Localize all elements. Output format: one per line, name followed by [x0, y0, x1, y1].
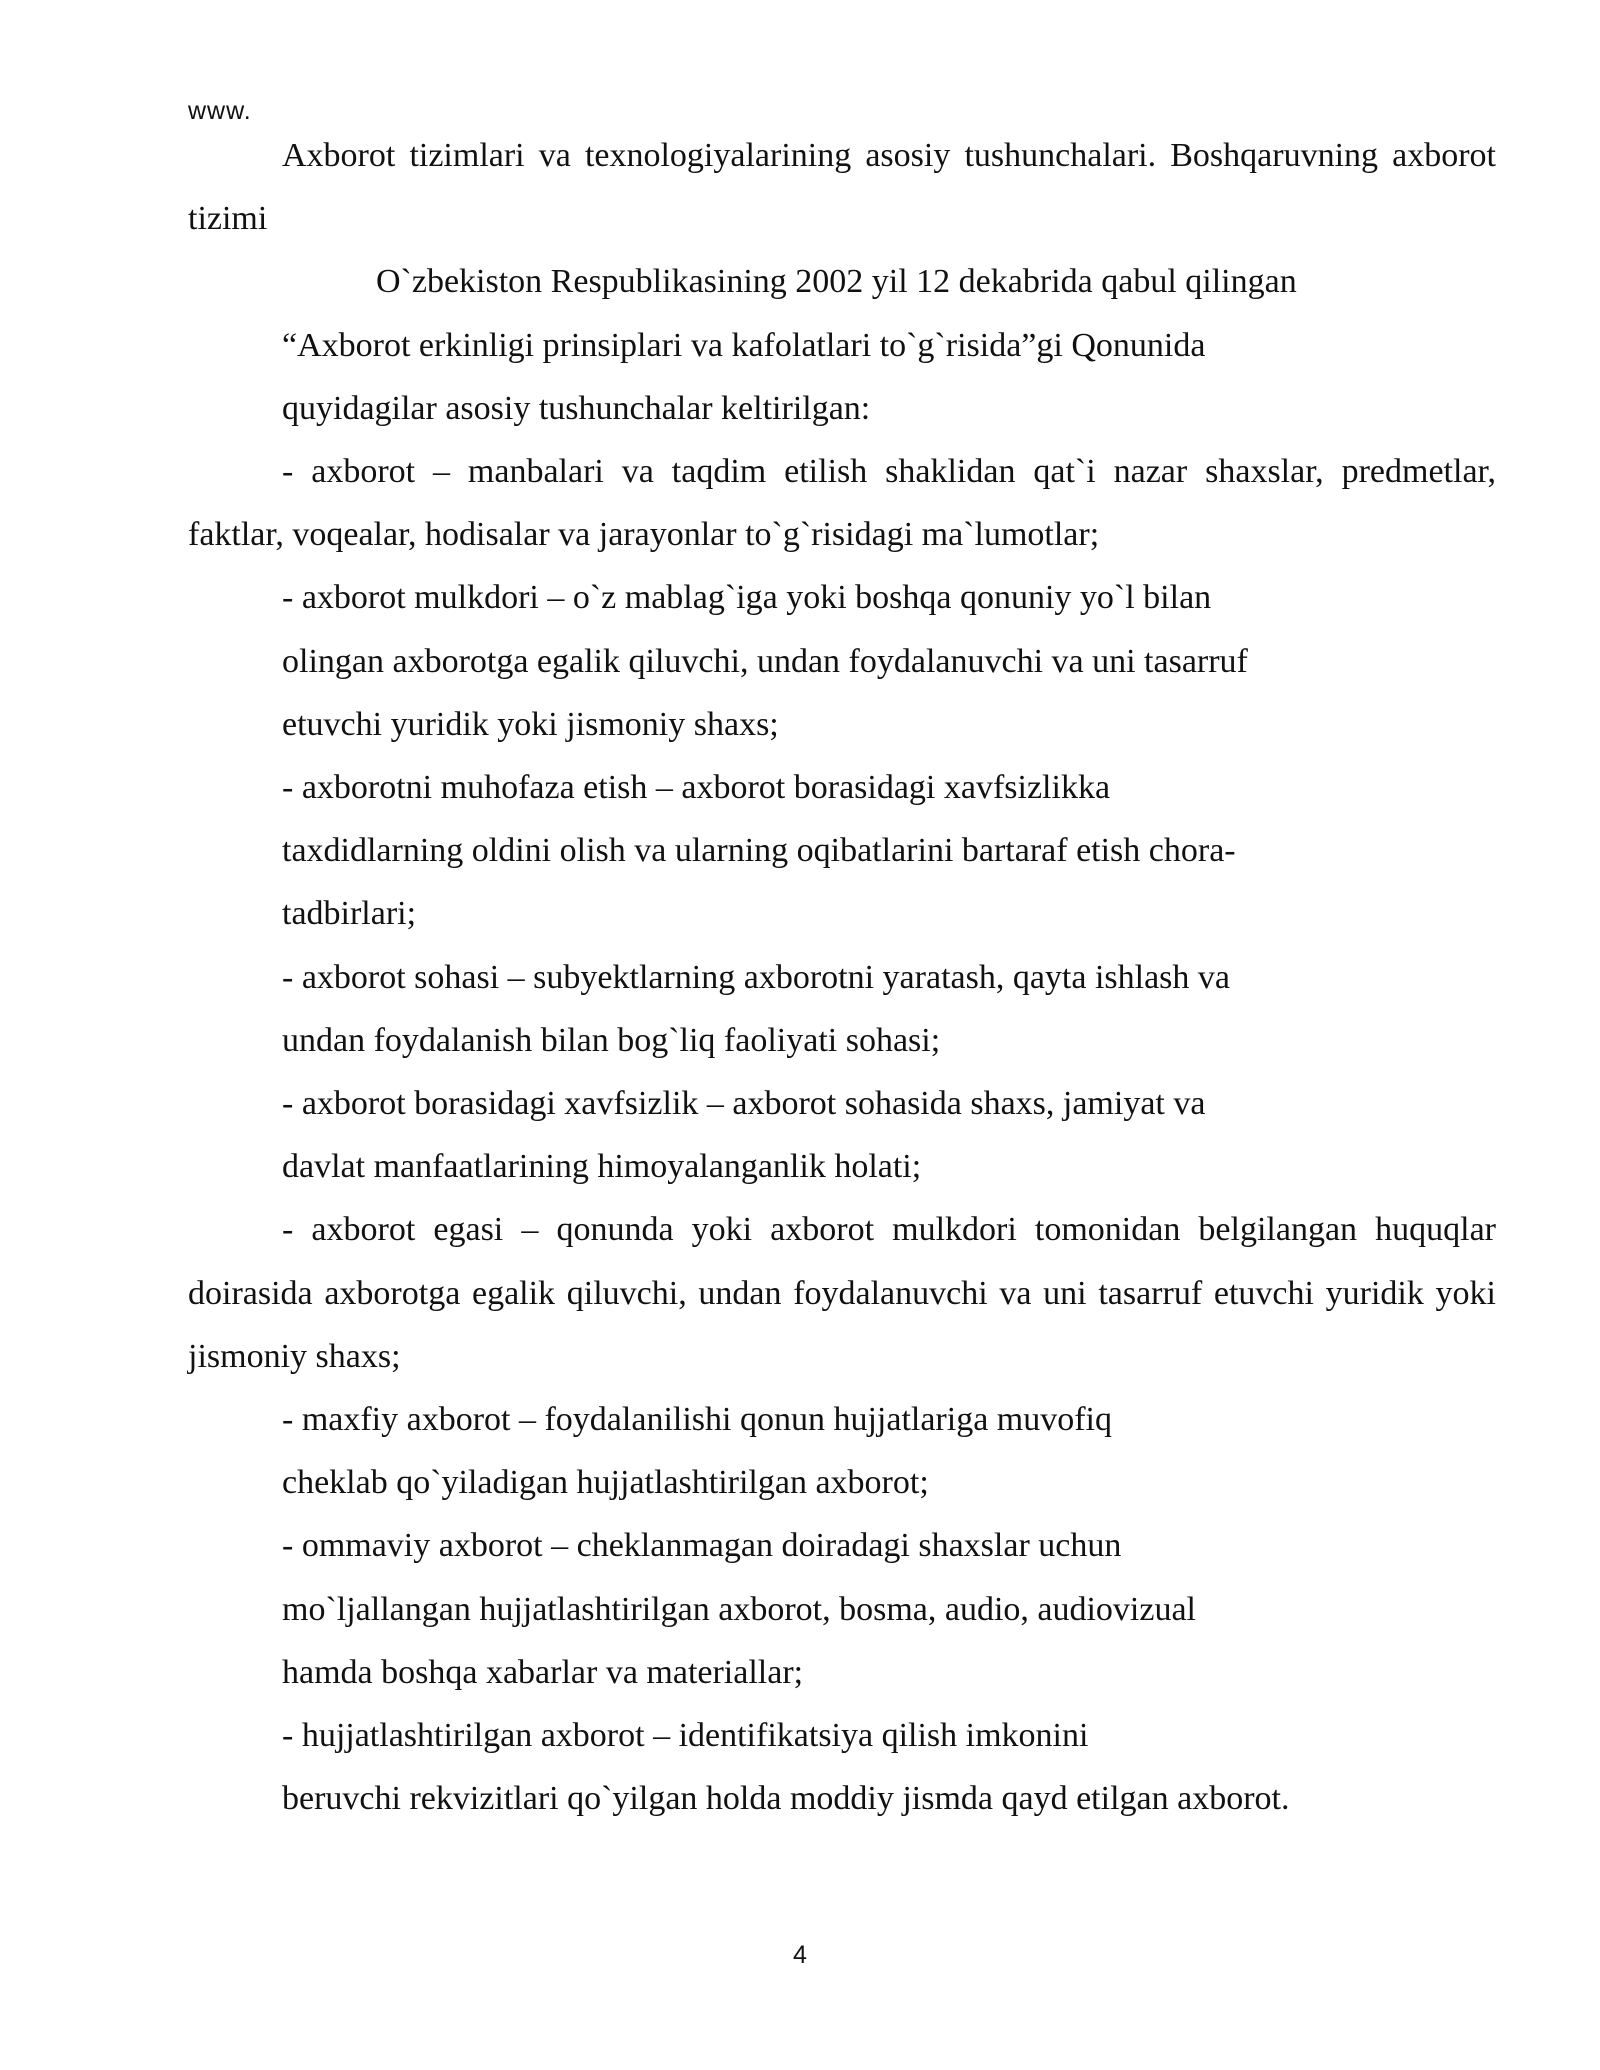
- document-body: [188, 124, 1496, 1830]
- definition-muhofaza-line-3: tadbirlari;: [282, 895, 417, 933]
- definition-ommaviy-line-3: hamda boshqa xabarlar va materiallar;: [282, 1653, 804, 1691]
- definition-hujjat-line-1: - hujjatlashtirilgan axborot – identifikatsiya qilish imkonini: [282, 1717, 1089, 1755]
- definition-ommaviy-line-1: - ommaviy axborot – cheklanmagan doiradagi shaxslar uchun: [282, 1527, 1122, 1565]
- definition-muhofaza-line-2: taxdidlarning oldini olish va ularning oqibatlarini bartaraf etish chora-: [282, 832, 1236, 870]
- page-number: 4: [793, 1941, 807, 1969]
- definition-axborot: - axborot – manbalari va taqdim etilish shaklidan qat`i nazar shaxslar, predmetlar, faktlar, voqealar, hodisalar va jarayonlar to`g`risidagi ma`lumotlar;: [188, 453, 1496, 554]
- definition-mulkdori-line-1: - axborot mulkdori – o`z mablag`iga yoki boshqa qonuniy yo`l bilan: [282, 579, 1212, 617]
- definition-sohasi-line-2: undan foydalanish bilan bog`liq faoliyati sohasi;: [282, 1021, 941, 1059]
- definition-ommaviy-line-2: mo`ljallangan hujjatlashtirilgan axborot, bosma, audio, audiovizual: [282, 1590, 1196, 1628]
- definition-sohasi-line-1: - axborot sohasi – subyektlarning axborotni yaratash, qayta ishlash va: [282, 958, 1230, 996]
- definition-xavfsizlik-line-1: - axborot borasidagi xavfsizlik – axborot sohasida shaxs, jamiyat va: [282, 1085, 1206, 1123]
- law-intro-line-1: O`zbekiston Respublikasining 2002 yil 12 dekabrida qabul qilingan: [376, 263, 1297, 301]
- definition-egasi: - axborot egasi – qonunda yoki axborot mulkdori tomonidan belgilangan huquqlar doirasida axborotga egalik qiluvchi, undan foydalanuvchi va uni tasarruf etuvchi yuridik yoki jismoniy shaxs;: [188, 1211, 1496, 1375]
- law-intro-line-3: quyidagilar asosiy tushunchalar keltirilgan:: [282, 389, 871, 427]
- definition-mulkdori-line-2: olingan axborotga egalik qiluvchi, undan foydalanuvchi va uni tasarruf: [282, 642, 1248, 680]
- definition-maxfiy-line-1: - maxfiy axborot – foydalanilishi qonun hujjatlariga muvofiq: [282, 1401, 1112, 1439]
- definition-maxfiy-line-2: cheklab qo`yiladigan hujjatlashtirilgan axborot;: [282, 1464, 929, 1502]
- definition-xavfsizlik-line-2: davlat manfaatlarining himoyalanganlik holati;: [282, 1148, 922, 1186]
- header-www: www.: [188, 97, 252, 125]
- definition-muhofaza-line-1: - axborotni muhofaza etish – axborot borasidagi xavfsizlikka: [282, 769, 1111, 807]
- definition-hujjat-line-2: beruvchi rekvizitlari qo`yilgan holda moddiy jismda qayd etilgan axborot.: [282, 1780, 1290, 1818]
- definition-mulkdori-line-3: etuvchi yuridik yoki jismoniy shaxs;: [282, 705, 779, 743]
- section-title: Axborot tizimlari va texnologiyalarining asosiy tushunchalari. Boshqaruvning axborot tizimi: [188, 137, 1496, 238]
- law-intro-line-2: “Axborot erkinligi prinsiplari va kafolatlari to`g`risida”gi Qonunida: [282, 326, 1206, 364]
